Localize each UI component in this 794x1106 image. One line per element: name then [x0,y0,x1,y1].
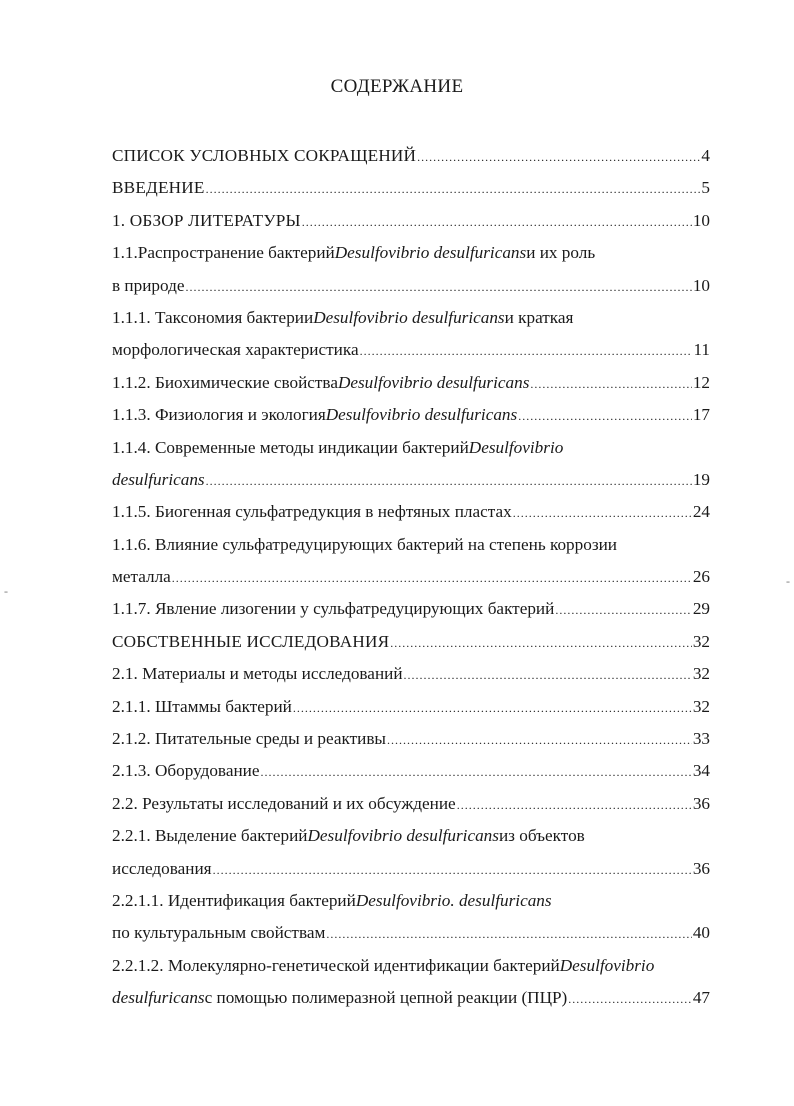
page-title: СОДЕРЖАНИЕ [330,76,464,97]
toc-entry-text: 1.1.7. Явление лизогении у сульфатредуцирующих бактерий [112,599,555,619]
toc-line [112,950,710,982]
toc-line [112,399,710,431]
toc-page-number: 32 [692,664,710,684]
toc-leader [518,400,692,432]
toc-entry-text: 1.1.5. Биогенная сульфатредукция в нефтяных пластах [112,502,512,522]
toc-page-number: 5 [701,178,710,198]
toc-entry-text: по культуральным свойствам [112,923,326,943]
toc-leader [457,789,692,821]
scan-speck: - [786,574,790,588]
toc-line [112,367,710,399]
toc-line [112,529,710,561]
toc-entry-text: морфологическая характеристика [112,340,359,360]
toc-line [112,626,710,658]
toc-entry-italic: Desulfovibrio desulfuricans [325,405,518,425]
toc-line [112,853,710,885]
toc-entry-text: 2.1.1. Штаммы бактерий [112,696,292,716]
toc-page-number: 4 [701,146,710,165]
toc-leader [404,659,692,691]
toc-entry-text: исследования [112,858,212,878]
toc-leader [513,497,692,529]
toc-line [112,270,710,302]
toc-page-number: 26 [692,567,710,587]
toc-entry-text: 1.1.1. Таксономия бактерии [112,307,314,327]
toc-page-number: 47 [692,988,710,1008]
table-of-contents [112,140,710,1015]
toc-leader [213,854,692,886]
toc-entry-italic: Desulfovibrio desulfuricans [334,243,527,263]
toc-leader [390,627,692,659]
toc-page-number: 33 [692,729,710,749]
toc-line [112,561,710,593]
toc-page-number: 36 [692,793,710,813]
toc-leader [185,271,691,303]
toc-entry-text: 1.1.6. Влияние сульфатредуцирующих бактерий на степень коррозии [112,534,617,554]
toc-leader [555,594,691,626]
toc-entry-text-cont: и краткая [504,307,574,327]
toc-line [112,205,710,237]
toc-entry-text: 1.1.2. Биохимические свойства [112,372,338,392]
toc-line [112,172,710,204]
toc-entry-italic: Desulfovibrio desulfuricans [307,826,499,846]
toc-entry-text-cont: и их роль [526,243,596,263]
toc-entry-text: 2.2.1.2. Молекулярно-генетической идентификации бактерий [112,955,560,975]
toc-leader [260,756,691,788]
toc-leader [387,724,692,756]
toc-entry-italic: Desulfovibrio [559,955,655,975]
toc-page-number: 34 [692,761,710,781]
toc-page-number: 10 [692,275,710,295]
toc-entry-italic: Desulfovibrio. desulfuricans [355,890,552,910]
toc-line [112,788,710,820]
toc-entry-text: 1.1.4. Современные методы индикации бактерий [112,437,469,457]
toc-entry-text: 2.2.1. Выделение бактерий [112,826,308,846]
toc-page-number: 40 [692,923,710,943]
toc-entry-text: 1. ОБЗОР ЛИТЕРАТУРЫ [112,210,301,230]
toc-leader [293,692,692,724]
toc-page-number: 10 [692,210,710,230]
toc-page-number: 32 [692,631,710,651]
toc-leader [172,562,692,594]
toc-line [112,917,710,949]
toc-entry-text: 2.1.3. Оборудование [112,761,260,781]
toc-page-number: 29 [692,599,710,619]
toc-leader [417,141,700,173]
toc-line [112,755,710,787]
toc-page-number: 24 [692,502,710,522]
toc-leader [302,206,692,238]
toc-entry-text: ВВЕДЕНИЕ [112,178,205,198]
toc-line [112,982,710,1014]
toc-line [112,691,710,723]
toc-entry-text: металла [112,567,171,587]
toc-leader [206,465,692,497]
toc-leader [568,983,692,1015]
toc-entry-text-cont: с помощью полимеразной цепной реакции (ПЦР) [204,988,568,1008]
toc-page-number: 36 [692,858,710,878]
toc-entry-italic: Desulfovibrio desulfuricans [337,372,530,392]
toc-line [112,820,710,852]
toc-entry-text: СОБСТВЕННЫЕ ИССЛЕДОВАНИЯ [112,631,390,651]
toc-entry-text: 1.1.3. Физиология и экология [112,405,326,425]
toc-entry-text: 2.2.1.1. Идентификация бактерий [112,890,356,910]
toc-entry-text-cont: из объектов [498,826,585,846]
toc-line [112,464,710,496]
toc-entry-text: в природе [112,275,185,295]
toc-line [112,593,710,625]
toc-entry-text: 2.2. Результаты исследований и их обсуждение [112,793,456,813]
toc-line [112,334,710,366]
toc-page-number: 32 [692,696,710,716]
toc-line [112,496,710,528]
toc-entry-text: 2.1. Материалы и методы исследований [112,664,403,684]
toc-entry-italic: desulfuricans [112,988,205,1008]
toc-page-number: 19 [692,469,710,489]
toc-line [112,658,710,690]
toc-leader [326,918,691,950]
toc-line [112,432,710,464]
toc-entry-italic: Desulfovibrio [468,437,564,457]
toc-line [112,885,710,917]
toc-leader [360,335,693,367]
toc-leader [530,368,691,400]
toc-page-number: 17 [692,405,710,425]
toc-line [112,140,710,172]
toc-line [112,237,710,269]
scan-speck: - [4,584,8,598]
toc-entry-italic: Desulfovibrio desulfuricans [313,307,505,327]
toc-entry-text: 2.1.2. Питательные среды и реактивы [112,729,386,749]
toc-entry-text: 1.1.Распространение бактерий [112,243,335,263]
toc-entry-italic: desulfuricans [112,469,205,489]
toc-leader [206,173,701,205]
toc-page-number: 11 [693,340,710,360]
toc-entry-text: СПИСОК УСЛОВНЫХ СОКРАЩЕНИЙ [112,146,417,165]
toc-line [112,302,710,334]
toc-page-number: 12 [692,372,710,392]
toc-line [112,723,710,755]
